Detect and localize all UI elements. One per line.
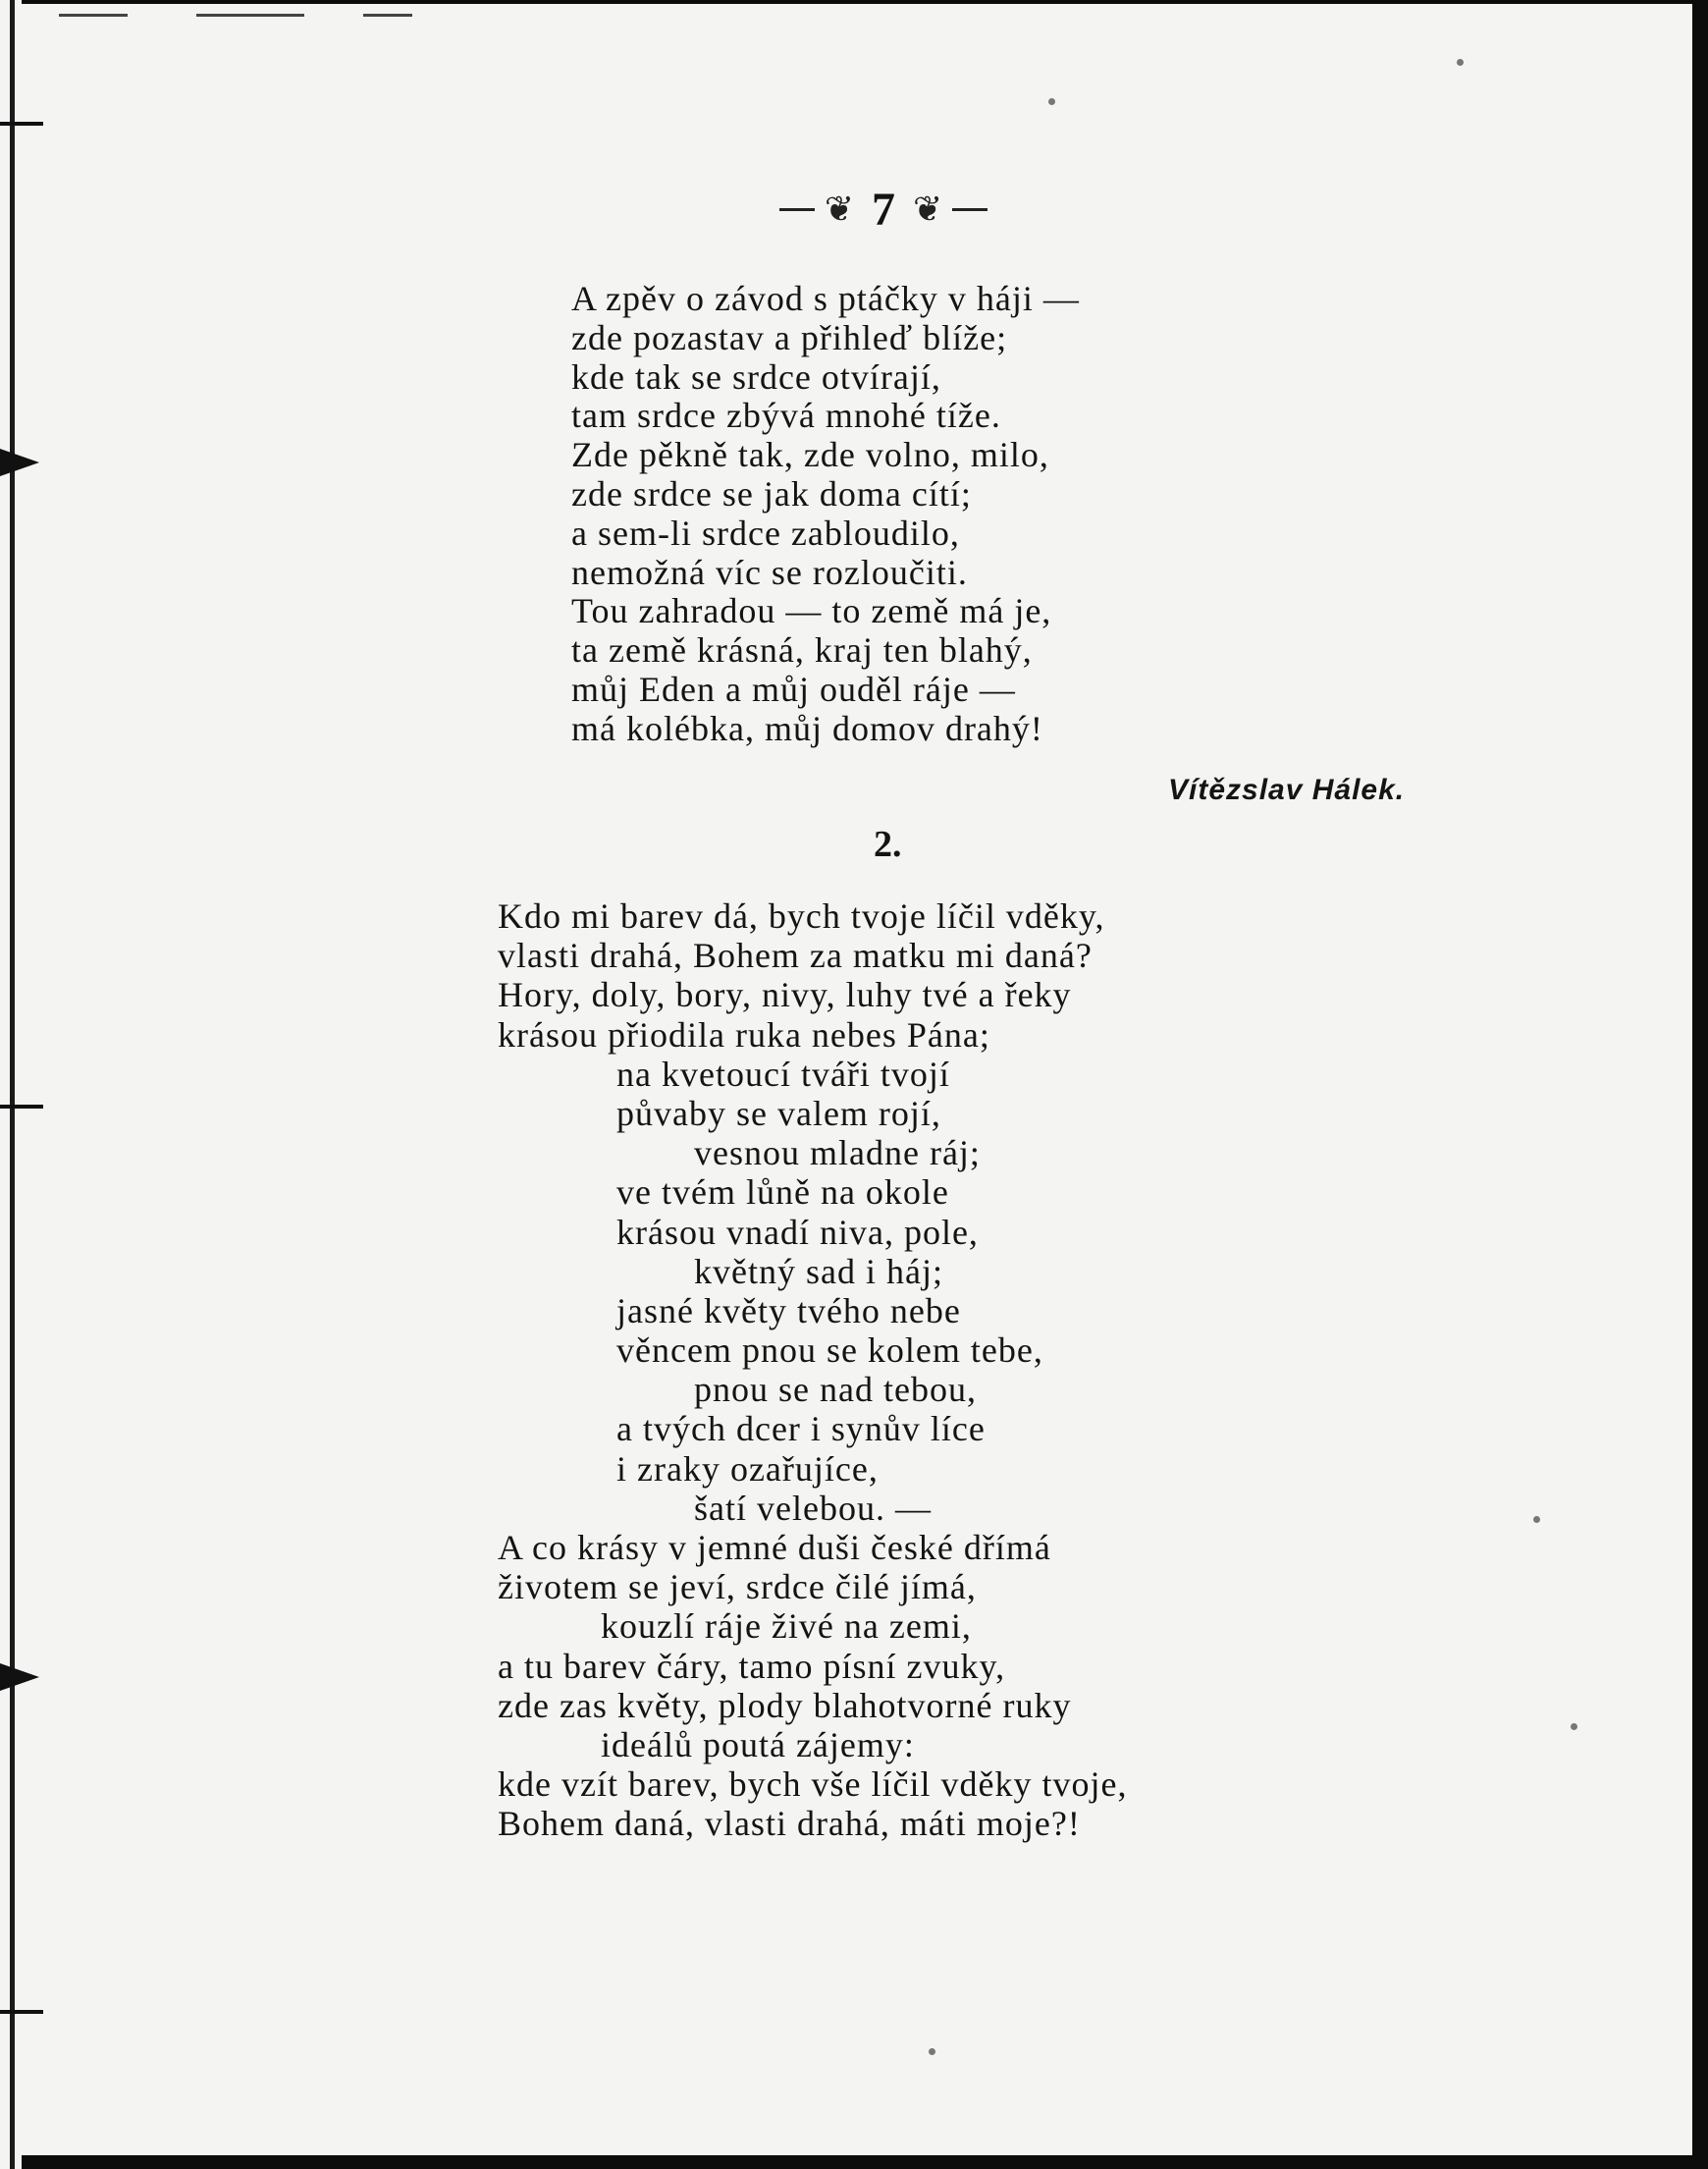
ornament-right-icon: ❦ [913, 190, 943, 229]
poem-line: a tvých dcer i synův líce [616, 1409, 986, 1449]
poem-line: má kolébka, můj domov drahý! [571, 708, 1043, 748]
binding-tick [0, 2010, 43, 2014]
poem-line: nemožná víc se rozloučiti. [571, 552, 968, 592]
poem-line: ve tvém lůně na okole [616, 1172, 949, 1213]
ornament-dash [952, 208, 987, 211]
poem-line: šatí velebou. — [694, 1488, 932, 1528]
poem-line: tam srdce zbývá mnohé tíže. [571, 396, 1001, 436]
poem-line: krásou vnadí niva, pole, [616, 1212, 979, 1252]
poem-line: ideálů poutá zájemy: [601, 1724, 915, 1764]
binding-edge [0, 0, 22, 2169]
ornament-left-icon: ❦ [824, 190, 854, 229]
section-number: 2. [874, 824, 902, 865]
binding-mark [0, 1663, 39, 1691]
poem-line: Kdo mi barev dá, bych tvoje líčil vděky, [498, 896, 1105, 936]
binding-line [10, 0, 15, 2169]
poem-line: ta země krásná, kraj ten blahý, [571, 630, 1033, 671]
poem-line: Tou zahradou — to země má je, [571, 591, 1052, 631]
paper-speck [1048, 98, 1055, 105]
poem-line: kde tak se srdce otvírají, [571, 356, 941, 397]
poem-line: zde srdce se jak doma cítí; [571, 473, 972, 514]
paper-speck [929, 2048, 935, 2055]
poem-line: zde zas květy, plody blahotvorné ruky [498, 1685, 1072, 1725]
ornament-dash [779, 208, 815, 211]
poem-line: na kvetoucí tváři tvojí [616, 1054, 950, 1094]
poem-line: věncem pnou se kolem tebe, [616, 1330, 1043, 1371]
poem-line: zde pozastav a přihleď blíže; [571, 317, 1008, 357]
paper-speck [1457, 59, 1464, 66]
poem-line: vesnou mladne ráj; [694, 1133, 981, 1173]
binding-mark [0, 449, 39, 476]
poem-line: půvaby se valem rojí, [616, 1093, 941, 1133]
poem-2 [498, 896, 1127, 1844]
poem-line: kde vzít barev, bych vše líčil vděky tvoje, [498, 1764, 1128, 1805]
binding-tick [0, 122, 43, 126]
poem-line: Hory, doly, bory, nivy, luhy tvé a řeky [498, 975, 1072, 1015]
poem-line: Zde pěkně tak, zde volno, milo, [571, 435, 1049, 475]
poem-line: můj Eden a můj ouděl ráje — [571, 669, 1016, 709]
poem-author: Vítězslav Hálek. [1168, 774, 1406, 806]
poem-line: květný sad i háj; [694, 1251, 943, 1291]
binding-tick [0, 1105, 43, 1109]
poem-line: životem se jeví, srdce čilé jímá, [498, 1567, 977, 1607]
poem-line: Bohem daná, vlasti drahá, máti moje?! [498, 1804, 1081, 1844]
poem-line: kouzlí ráje živé na zemi, [601, 1606, 972, 1647]
poem-line: a tu barev čáry, tamo písní zvuky, [498, 1646, 1006, 1686]
top-scratch [196, 14, 304, 17]
poem-1 [571, 280, 1080, 749]
poem-line: pnou se nad tebou, [694, 1370, 977, 1410]
page-header [766, 175, 1001, 244]
paper-speck [1571, 1723, 1577, 1730]
paper-speck [1533, 1516, 1540, 1523]
top-scratch [363, 14, 412, 17]
poem-line: A zpěv o závod s ptáčky v háji — [571, 279, 1080, 318]
poem-line: A co krásy v jemné duši české dřímá [498, 1528, 1051, 1567]
page-number: 7 [872, 183, 895, 236]
poem-line: vlasti drahá, Bohem za matku mi daná? [498, 936, 1093, 976]
poem-line: krásou přiodila ruka nebes Pána; [498, 1014, 990, 1055]
poem-line: a sem-li srdce zabloudilo, [571, 513, 960, 553]
top-scratch [59, 14, 128, 17]
poem-line: jasné květy tvého nebe [616, 1290, 961, 1330]
poem-line: i zraky ozařujíce, [616, 1448, 879, 1489]
